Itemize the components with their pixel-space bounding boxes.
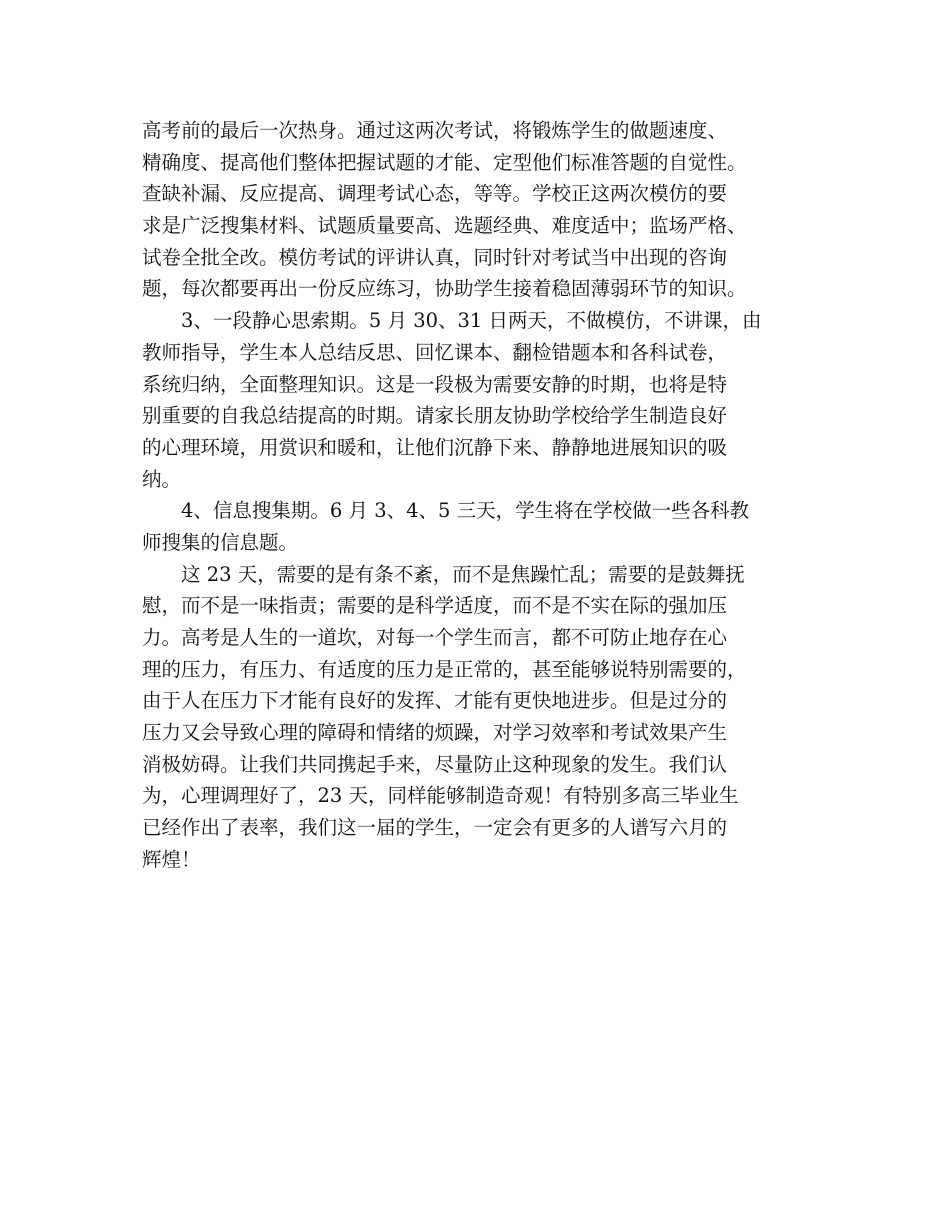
paragraph-2 [142, 305, 817, 495]
text-line: 慰，而不是一味指责；需要的是科学适度，而不是不实在际的强加压 [142, 594, 728, 618]
text-line: 系统归纳，全面整理知识。这是一段极为需要安静的时期，也将是特 [142, 372, 728, 396]
text-line: 辉煌！ [142, 847, 201, 871]
text-line: 4、信息搜集期。6 月 3、4、5 三天，学生将在学校做一些各科教 [181, 499, 750, 523]
paragraph-1 [142, 115, 817, 305]
text-line: 精确度、提高他们整体把握试题的才能、定型他们标准答题的自觉性。 [142, 150, 747, 174]
text-line: 试卷全批全改。模仿考试的评讲认真，同时针对考试当中出现的咨询 [142, 245, 728, 269]
text-line: 题，每次都要再出一份反应练习，协助学生接着稳固薄弱环节的知识。 [142, 277, 747, 301]
text-line: 这 23 天，需要的是有条不紊，而不是焦躁忙乱；需要的是鼓舞抚 [181, 562, 745, 586]
paragraph-3 [142, 495, 817, 558]
text-line: 已经作出了表率，我们这一届的学生，一定会有更多的人谱写六月的 [142, 816, 728, 840]
document-body [142, 115, 817, 876]
text-line: 理的压力，有压力、有适度的压力是正常的，甚至能够说特别需要的， [142, 657, 747, 681]
text-line: 求是广泛搜集材料、试题质量要高、选题经典、难度适中；监场严格、 [142, 214, 747, 238]
text-line: 查缺补漏、反应提高、调理考试心态，等等。学校正这两次模仿的要 [142, 182, 728, 206]
text-line: 师搜集的信息题。 [142, 530, 299, 554]
text-line: 为，心理调理好了，23 天，同样能够制造奇观！有特别多高三毕业生 [142, 784, 739, 808]
text-line: 压力又会导致心理的障碍和情绪的烦躁，对学习效率和考试效果产生 [142, 721, 728, 745]
text-line: 别重要的自我总结提高的时期。请家长朋友协助学校给学生制造良好 [142, 404, 728, 428]
text-line: 纳。 [142, 467, 182, 491]
text-line: 的心理环境，用赏识和暖和，让他们沉静下来、静静地进展知识的吸 [142, 435, 728, 459]
text-line: 高考前的最后一次热身。通过这两次考试，将锻炼学生的做题速度、 [142, 119, 728, 142]
text-line: 3、一段静心思索期。5 月 30、31 日两天，不做模仿，不讲课，由 [181, 309, 762, 333]
text-line: 力。高考是人生的一道坎，对每一个学生而言，都不可防止地存在心 [142, 626, 728, 649]
text-line: 由于人在压力下才能有良好的发挥、才能有更快地进步。但是过分的 [142, 689, 728, 713]
paragraph-4 [142, 559, 817, 876]
text-line: 教师指导，学生本人总结反思、回忆课本、翻检错题本和各科试卷， [142, 340, 728, 364]
text-line: 消极妨碍。让我们共同携起手来，尽量防止这种现象的发生。我们认 [142, 752, 728, 776]
